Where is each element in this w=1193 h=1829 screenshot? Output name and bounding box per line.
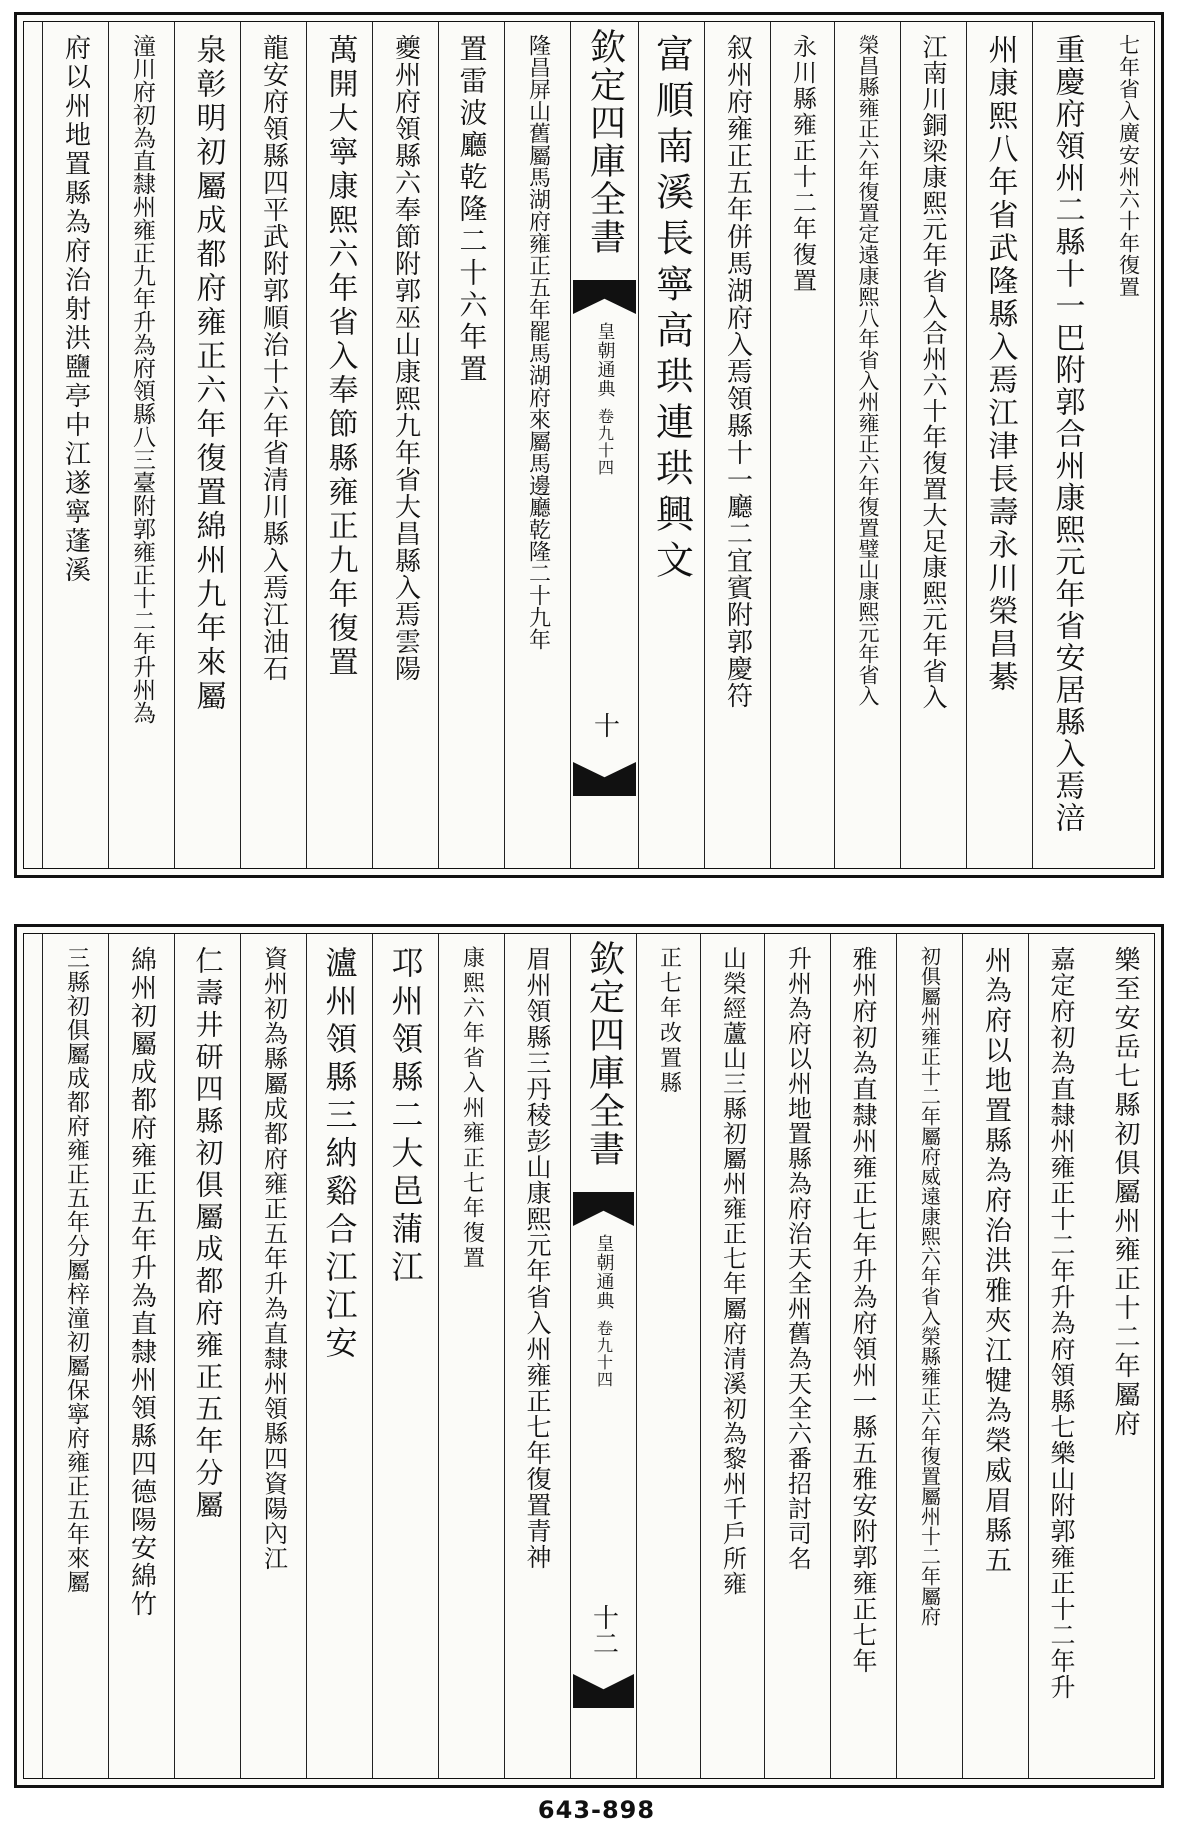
bottom-page [14, 924, 1164, 1788]
column [830, 934, 896, 1778]
column [306, 22, 372, 868]
book-title: 欽定四庫全書 [584, 28, 626, 256]
column [108, 22, 174, 868]
column [1028, 934, 1094, 1778]
running-head: 皇朝通典 [593, 1234, 615, 1310]
column [636, 934, 700, 1778]
text-column: 夔州府領縣六奉節附郭巫山康熙九年省大昌縣入焉雲陽 [390, 34, 421, 682]
book-title: 欽定四庫全書 [583, 940, 625, 1168]
text-column: 瀘州領縣三納谿合江江安 [320, 946, 359, 1364]
text-column: 潼川府初為直隸州雍正九年升為府領縣八三臺附郭雍正十二年升州為 [129, 34, 155, 724]
fishtail-mark [573, 1192, 634, 1226]
text-column: 正七年改置縣 [656, 946, 682, 1096]
column [700, 934, 764, 1778]
column [174, 934, 240, 1778]
column [962, 934, 1028, 1778]
text-column: 仁壽井研四縣初俱屬成都府雍正五年分屬 [191, 946, 225, 1522]
column [1094, 934, 1155, 1778]
text-column: 升州為府以州地置縣為府治天全州舊為天全六番招討司名 [783, 946, 812, 1571]
title-column [570, 934, 636, 1778]
column [108, 934, 174, 1778]
column [638, 22, 704, 868]
text-column: 富順南溪長寧高珙連珙興文 [649, 34, 694, 586]
title-column [570, 22, 638, 868]
column [372, 22, 438, 868]
text-column: 眉州領縣三丹稜彭山康熙元年省入州雍正七年復置青神 [523, 946, 552, 1570]
fishtail-mark [573, 280, 636, 314]
top-page-frame [23, 21, 1155, 869]
column [770, 22, 834, 868]
text-column: 隆昌屏山舊屬馬湖府雍正五年罷馬湖府來屬馬邊廳乾隆二十九年 [525, 34, 551, 650]
page-number: 十 [589, 712, 620, 738]
text-column: 資州初為縣屬成都府雍正五年升為直隸州領縣四資陽內江 [259, 946, 288, 1571]
column [438, 22, 504, 868]
text-column: 萬開大寧康熙六年省入奉節縣雍正九年復置 [322, 34, 358, 680]
text-column: 七年省入廣安州六十年復置 [1116, 34, 1141, 298]
text-column: 叙州府雍正五年併馬湖府入焉領縣十一廳二宜賓附郭慶符 [722, 34, 753, 709]
text-column: 府以州地置縣為府治射洪鹽亭中江遂寧蓬溪 [60, 34, 91, 585]
column [42, 934, 108, 1778]
column [704, 22, 770, 868]
juan-label: 卷九十四 [595, 408, 615, 476]
column [966, 22, 1032, 868]
text-column: 州康熙八年省武隆縣入焉江津長壽永川榮昌綦 [982, 34, 1018, 694]
text-column: 州為府以地置縣為府治洪雅夾江犍為榮威眉縣五 [980, 946, 1011, 1576]
column [1100, 22, 1155, 868]
text-column: 邛州領縣二大邑蒲江 [386, 946, 425, 1288]
column [42, 22, 108, 868]
column [504, 22, 570, 868]
column [504, 934, 570, 1778]
text-column: 康熙六年省入州雍正七年復置 [459, 946, 485, 1271]
text-column: 初俱屬州雍正十二年屬府威遠康熙六年省入榮縣雍正六年復置屬州十二年屬府 [917, 946, 942, 1626]
running-head: 皇朝通典 [594, 322, 616, 398]
bottom-page-frame [23, 933, 1155, 1779]
column [764, 934, 830, 1778]
column [900, 22, 966, 868]
text-column: 榮昌縣雍正六年復置定遠康熙八年省入州雍正六年復置璧山康熙元年省入 [856, 34, 880, 706]
text-column: 永川縣雍正十二年復置 [788, 34, 817, 294]
column [240, 22, 306, 868]
fishtail-mark-lower [573, 1674, 634, 1708]
text-column: 龍安府領縣四平武附郭順治十六年省清川縣入焉江油石 [258, 34, 289, 682]
text-column: 江南川銅梁康熙元年省入合州六十年復置大足康熙元年省入 [919, 34, 948, 710]
text-column: 綿州初屬成都府雍正五年升為直隸州領縣四德陽安綿竹 [126, 946, 157, 1618]
text-column: 三縣初俱屬成都府雍正五年分屬梓潼初屬保寧府雍正五年來屬 [63, 946, 89, 1594]
fishtail-mark-lower [573, 762, 636, 796]
page-footer-number: 643-898 [537, 1796, 656, 1824]
column [1032, 22, 1100, 868]
column [240, 934, 306, 1778]
column [896, 934, 962, 1778]
column [306, 934, 372, 1778]
column [372, 934, 438, 1778]
text-column: 重慶府領州二縣十一巴附郭合州康熙元年省安居縣入焉涪 [1049, 34, 1085, 834]
text-column: 樂至安岳七縣初俱屬州雍正十二年屬府 [1110, 946, 1140, 1439]
top-page [14, 12, 1164, 878]
column [834, 22, 900, 868]
text-column: 泉彰明初屬成都府雍正六年復置綿州九年來屬 [190, 34, 226, 714]
column [174, 22, 240, 868]
page-number: 十二 [588, 1604, 619, 1656]
column [438, 934, 504, 1778]
text-column: 山榮經蘆山三縣初屬州雍正七年屬府清溪初為黎州千戶所雍 [718, 946, 747, 1596]
juan-label: 卷九十四 [594, 1320, 614, 1388]
text-column: 嘉定府初為直隸州雍正十二年升為府領縣七樂山附郭雍正十二年升 [1047, 946, 1076, 1700]
text-column: 置雷波廳乾隆二十六年置 [455, 34, 489, 386]
text-column: 雅州府初為直隸州雍正七年升為府領州一縣五雅安附郭雍正七年 [849, 946, 878, 1674]
